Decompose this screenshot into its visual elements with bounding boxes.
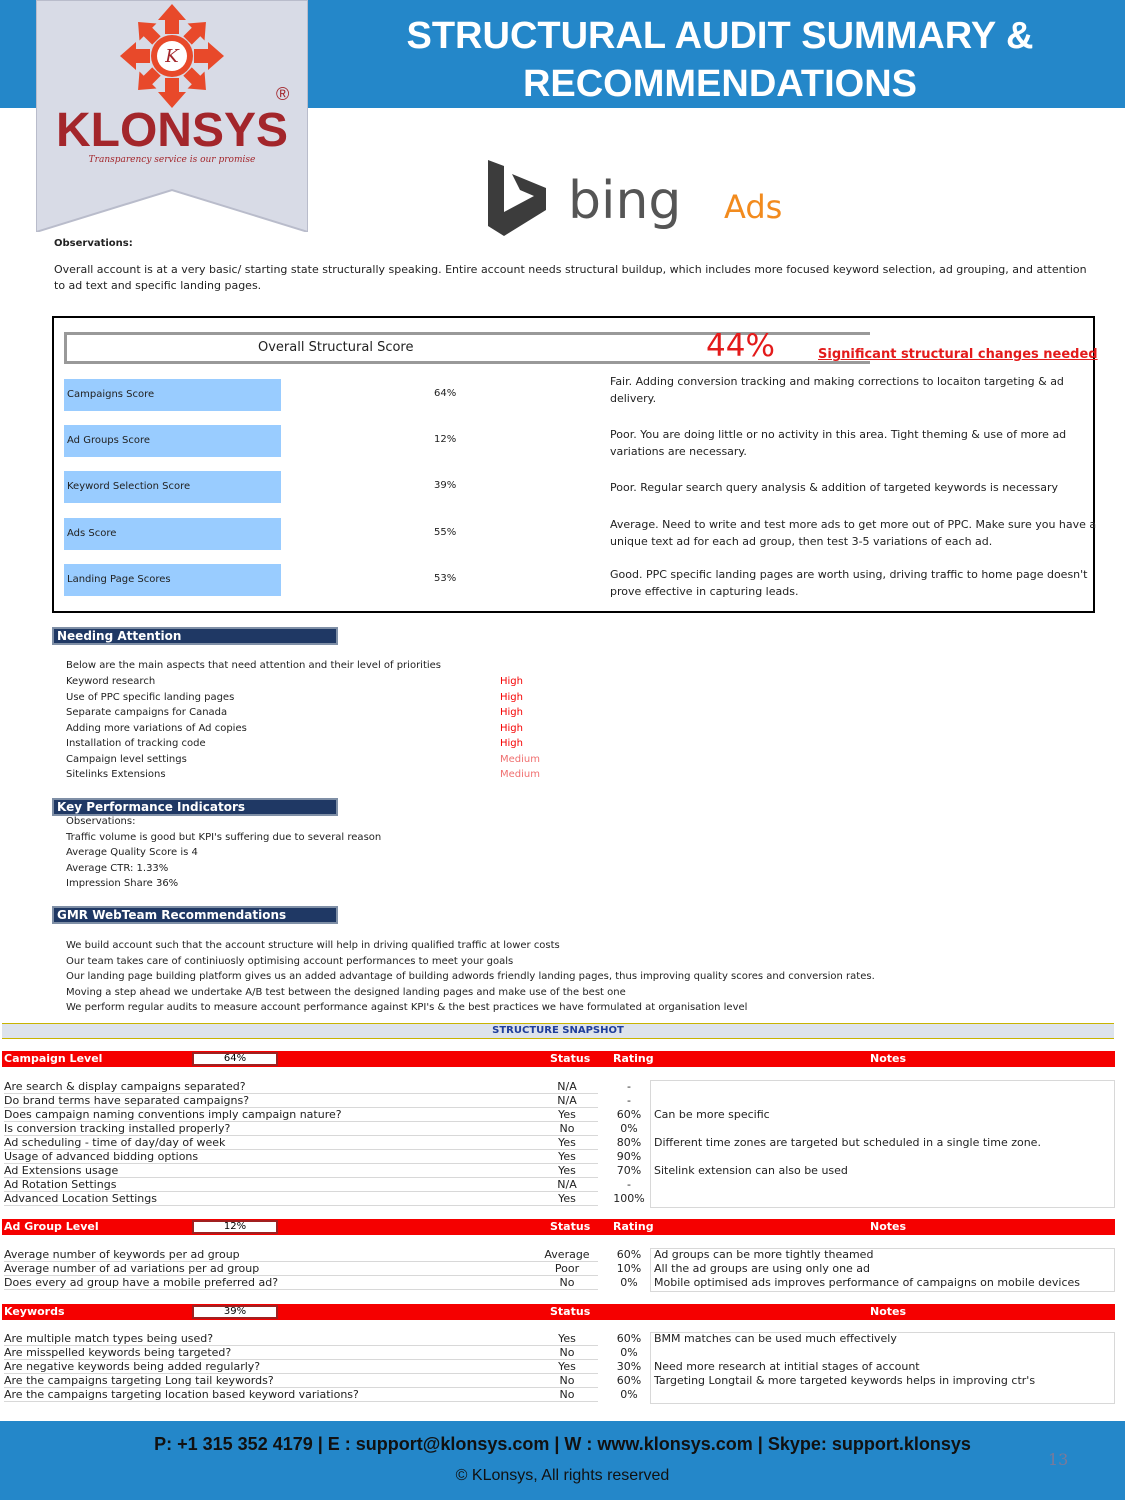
brand-tagline: Transparency service is our promise xyxy=(88,155,256,165)
attention-priority: High xyxy=(500,738,523,749)
row-rating: 80% xyxy=(616,1136,642,1149)
attention-item: Adding more variations of Ad copies xyxy=(66,722,247,734)
row-rating: 60% xyxy=(616,1374,642,1387)
score-value: 64% xyxy=(434,388,457,399)
score-label: Ads Score xyxy=(64,518,281,550)
row-note: All the ad groups are using only one ad xyxy=(654,1262,871,1275)
row-rating: 60% xyxy=(616,1248,642,1261)
recommendation-line: We perform regular audits to measure account performance against KPI's & the best practices we have formulated at organisation level xyxy=(66,1002,748,1013)
attention-priority: High xyxy=(500,691,523,703)
row-question: Ad scheduling - time of day/day of week xyxy=(4,1136,598,1150)
attention-priority: High xyxy=(500,722,523,734)
row-question: Ad Rotation Settings xyxy=(4,1178,598,1192)
score-value: 55% xyxy=(434,527,457,538)
table-row xyxy=(2,1360,1115,1374)
row-status: No xyxy=(559,1388,575,1401)
table-row xyxy=(2,1332,1115,1346)
snapshot-table xyxy=(2,1248,1115,1290)
score-label: Ad Groups Score xyxy=(64,425,281,457)
score-note: Average. Need to write and test more ads to get more out of PPC. Make sure you have a unique text ad for each ad group, then test 3-5 variations of each ad. xyxy=(610,518,1097,548)
ads-wordmark: Ads xyxy=(724,188,783,226)
section-label: Ad Group Level xyxy=(4,1220,99,1233)
structure-snapshot-title: STRUCTURE SNAPSHOT xyxy=(2,1023,1114,1039)
section-score: 64% xyxy=(192,1052,278,1066)
recommendation-line: Our team takes care of continiuosly optimising account performances to meet your goals xyxy=(66,955,514,967)
row-note: Can be more specific xyxy=(654,1108,770,1121)
score-note: Poor. You are doing little or no activity in this area. Tight theming & use of more ad variations are necessary. xyxy=(610,428,1067,458)
row-rating: 30% xyxy=(616,1360,642,1373)
score-value: 12% xyxy=(434,434,457,445)
score-row xyxy=(64,518,1097,550)
recommendation-line: We build account such that the account structure will help in driving qualified traffic at lower costs xyxy=(66,940,560,951)
row-status: No xyxy=(559,1122,575,1135)
row-status: Yes xyxy=(558,1164,576,1177)
row-rating: 70% xyxy=(616,1164,642,1177)
table-row xyxy=(2,1248,1115,1262)
snapshot-table xyxy=(2,1080,1115,1206)
row-rating: 10% xyxy=(616,1262,642,1275)
row-note: Targeting Longtail & more targeted keywords helps in improving ctr's xyxy=(654,1374,1036,1387)
recommendations-title: GMR WebTeam Recommendations xyxy=(52,906,338,924)
row-rating: 60% xyxy=(616,1332,642,1345)
section-score: 39% xyxy=(192,1305,278,1319)
row-status: Poor xyxy=(554,1262,580,1275)
section-score: 12% xyxy=(192,1220,278,1234)
table-row xyxy=(2,1388,1115,1402)
footer-band xyxy=(0,1421,1125,1500)
row-status: No xyxy=(559,1346,575,1359)
row-status: N/A xyxy=(557,1178,577,1191)
notes-column-header: Notes xyxy=(870,1052,907,1065)
table-row xyxy=(2,1178,1115,1192)
row-status: No xyxy=(559,1276,575,1289)
kpi-title: Key Performance Indicators xyxy=(52,798,338,816)
row-status: N/A xyxy=(557,1094,577,1107)
snapshot-table xyxy=(2,1332,1115,1402)
row-question: Are the campaigns targeting Long tail keywords? xyxy=(4,1374,598,1388)
notes-column-header: Notes xyxy=(870,1305,907,1318)
row-status: Yes xyxy=(558,1332,576,1345)
table-row xyxy=(2,1136,1115,1150)
row-rating: - xyxy=(627,1080,631,1093)
page-title: STRUCTURAL AUDIT SUMMARY & RECOMMENDATIONS xyxy=(406,15,1034,105)
attention-priority: High xyxy=(500,676,523,687)
row-note: Sitelink extension can also be used xyxy=(654,1164,848,1177)
kpi-line: Traffic volume is good but KPI's suffering due to several reason xyxy=(66,831,382,843)
score-row xyxy=(64,375,1094,411)
overall-score-label: Overall Structural Score xyxy=(258,340,414,355)
row-question: Are negative keywords being added regularly? xyxy=(4,1360,598,1374)
row-question: Does campaign naming conventions imply campaign nature? xyxy=(4,1108,598,1122)
klonsys-logo xyxy=(36,0,308,232)
recommendation-line: Our landing page building platform gives us an added advantage of building adwords friendly landing pages, thus improving quality scores and conversion rates. xyxy=(66,971,875,982)
score-label: Keyword Selection Score xyxy=(64,471,281,503)
status-column-header: Status xyxy=(550,1305,591,1318)
table-row xyxy=(2,1164,1115,1178)
row-rating: 0% xyxy=(620,1122,638,1135)
table-row xyxy=(2,1192,1115,1206)
attention-priority: Medium xyxy=(500,753,540,765)
score-note: Fair. Adding conversion tracking and making corrections to locaiton targeting & ad delivery. xyxy=(610,375,1064,405)
overall-score-value: 44% xyxy=(706,328,775,364)
attention-item: Campaign level settings xyxy=(66,753,187,765)
section-label: Campaign Level xyxy=(4,1052,103,1065)
footer-contact: P: +1 315 352 4179 | E : support@klonsys.com | W : www.klonsys.com | Skype: support.klonsys xyxy=(154,1434,971,1454)
section-label: Keywords xyxy=(4,1305,65,1318)
score-note: Good. PPC specific landing pages are worth using, driving traffic to home page doesn't prove effective in capturing leads. xyxy=(610,568,1088,598)
table-row xyxy=(2,1262,1115,1276)
score-row xyxy=(64,425,1094,457)
score-value: 39% xyxy=(434,480,457,491)
kpi-line: Impression Share 36% xyxy=(66,878,179,889)
rating-column-header: Rating xyxy=(613,1220,654,1233)
row-status: Yes xyxy=(558,1360,576,1373)
attention-item: Sitelinks Extensions xyxy=(66,769,166,780)
row-question: Are multiple match types being used? xyxy=(4,1332,598,1346)
row-rating: 90% xyxy=(616,1150,642,1163)
table-row xyxy=(2,1374,1115,1388)
table-row xyxy=(2,1122,1115,1136)
observations-title: Observations: xyxy=(54,238,133,249)
snapshot-section-header xyxy=(2,1219,1115,1235)
attention-item: Keyword research xyxy=(66,676,156,687)
table-row xyxy=(2,1080,1115,1094)
table-row xyxy=(2,1094,1115,1108)
row-note: Mobile optimised ads improves performance of campaigns on mobile devices xyxy=(654,1276,1081,1289)
row-question: Usage of advanced bidding options xyxy=(4,1150,598,1164)
row-rating: 100% xyxy=(613,1192,645,1205)
row-status: Average xyxy=(544,1248,590,1261)
score-note: Poor. Regular search query analysis & addition of targeted keywords is necessary xyxy=(610,481,1059,494)
row-question: Are search & display campaigns separated? xyxy=(4,1080,598,1094)
attention-item: Separate campaigns for Canada xyxy=(66,707,228,718)
table-row xyxy=(2,1108,1115,1122)
notes-column-header: Notes xyxy=(870,1220,907,1233)
kpi-line: Observations: xyxy=(66,816,136,827)
row-note: Different time zones are targeted but scheduled in a single time zone. xyxy=(654,1136,1041,1149)
score-row xyxy=(64,471,1094,503)
kpi-line: Average CTR: 1.33% xyxy=(66,862,169,874)
row-question: Do brand terms have separated campaigns? xyxy=(4,1094,598,1108)
observations-text: Overall account is at a very basic/ starting state structurally speaking. Entire account needs structural buildup, which includes more focused keyword selection, ad grouping, and attention to ad text and specific landing pages. xyxy=(54,263,1087,292)
footer-copyright: © KLonsys, All rights reserved xyxy=(455,1467,670,1484)
kpi-line: Average Quality Score is 4 xyxy=(66,847,198,858)
row-rating: - xyxy=(627,1178,631,1191)
svg-text:K: K xyxy=(165,46,179,67)
score-row xyxy=(64,564,1094,596)
row-question: Are the campaigns targeting location based keyword variations? xyxy=(4,1388,598,1402)
row-question: Is conversion tracking installed properly? xyxy=(4,1122,598,1136)
row-rating: - xyxy=(627,1094,631,1107)
score-label: Landing Page Scores xyxy=(64,564,281,596)
status-column-header: Status xyxy=(550,1220,591,1233)
needing-attention-title: Needing Attention xyxy=(52,627,338,645)
bing-wordmark: bing xyxy=(568,171,682,231)
row-question: Average number of ad variations per ad group xyxy=(4,1262,598,1276)
snapshot-section-header xyxy=(2,1051,1115,1067)
table-row xyxy=(2,1346,1115,1360)
table-row xyxy=(2,1150,1115,1164)
row-note: Ad groups can be more tightly theamed xyxy=(654,1248,874,1261)
row-rating: 0% xyxy=(620,1346,638,1359)
row-note: Need more research at intitial stages of account xyxy=(654,1360,920,1373)
attention-priority: High xyxy=(500,707,523,718)
recommendation-line: Moving a step ahead we undertake A/B test between the designed landing pages and make use of the best one xyxy=(66,986,626,998)
row-status: No xyxy=(559,1374,575,1387)
row-question: Average number of keywords per ad group xyxy=(4,1248,598,1262)
row-rating: 0% xyxy=(620,1388,638,1401)
rating-column-header: Rating xyxy=(613,1052,654,1065)
page-number: 13 xyxy=(1048,1450,1069,1469)
row-status: N/A xyxy=(557,1080,577,1093)
row-status: Yes xyxy=(558,1192,576,1205)
needing-attention-intro: Below are the main aspects that need attention and their level of priorities xyxy=(66,660,442,671)
row-status: Yes xyxy=(558,1150,576,1163)
bing-mark-icon xyxy=(488,160,546,236)
snapshot-section-header xyxy=(2,1304,1115,1320)
attention-item: Installation of tracking code xyxy=(66,738,206,749)
status-column-header: Status xyxy=(550,1052,591,1065)
row-status: Yes xyxy=(558,1136,576,1149)
row-rating: 0% xyxy=(620,1276,638,1289)
row-question: Are misspelled keywords being targeted? xyxy=(4,1346,598,1360)
row-rating: 60% xyxy=(616,1108,642,1121)
attention-item: Use of PPC specific landing pages xyxy=(66,691,235,703)
row-question: Ad Extensions usage xyxy=(4,1164,598,1178)
score-label: Campaigns Score xyxy=(64,379,281,411)
row-question: Advanced Location Settings xyxy=(4,1192,598,1206)
score-value: 53% xyxy=(434,573,457,584)
row-note: BMM matches can be used much effectively xyxy=(654,1332,897,1345)
row-status: Yes xyxy=(558,1108,576,1121)
registered-mark: ® xyxy=(276,84,290,104)
brand-name: KLONSYS xyxy=(55,104,289,157)
bing-ads-logo xyxy=(484,156,824,242)
table-row xyxy=(2,1276,1115,1290)
row-question: Does every ad group have a mobile preferred ad? xyxy=(4,1276,598,1290)
attention-priority: Medium xyxy=(500,769,540,780)
overall-score-note: Significant structural changes needed xyxy=(818,347,1098,362)
